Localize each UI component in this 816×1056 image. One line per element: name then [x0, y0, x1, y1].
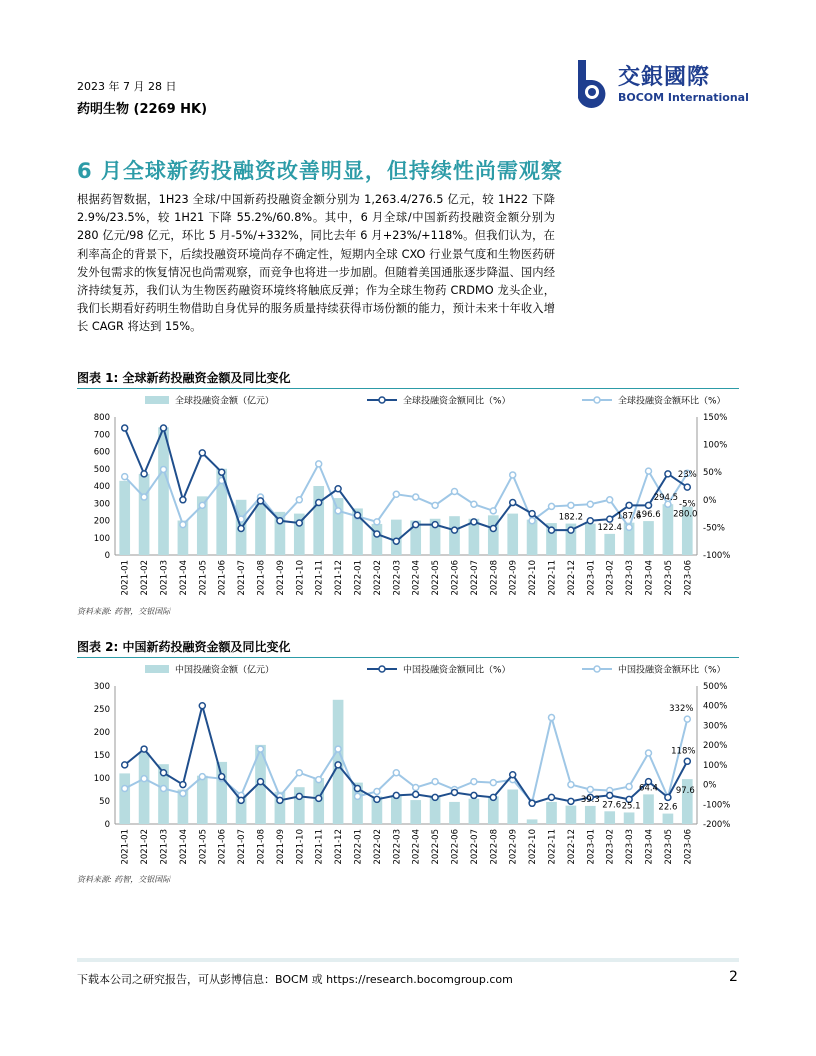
- fig2-bar: [119, 773, 130, 824]
- fig2-series-point-1: [587, 787, 593, 793]
- fig1-x-tick-label: 2022-10: [528, 560, 539, 596]
- fig1-bar: [313, 486, 324, 555]
- fig1-bar: [604, 534, 615, 555]
- fig2-series-point-0: [529, 800, 535, 806]
- fig2-series-point-1: [161, 786, 167, 792]
- fig1-legend-marker-0: [379, 397, 385, 403]
- fig1-series-point-1: [374, 519, 380, 525]
- fig1-x-tick-label: 2022-09: [508, 560, 519, 596]
- fig2-series-point-0: [316, 795, 322, 801]
- fig1-series-point-1: [587, 501, 593, 507]
- fig1-data-label: 280.0: [673, 509, 698, 520]
- fig1-series-point-0: [355, 512, 361, 518]
- fig2-series-point-1: [646, 750, 652, 756]
- fig2-x-tick-label: 2023-02: [605, 829, 616, 865]
- fig1-legend-bar-label: 全球投融资金额（亿元）: [175, 396, 275, 407]
- fig1-series-point-1: [199, 502, 205, 508]
- fig2-series-point-1: [335, 746, 341, 752]
- fig1-series-point-0: [471, 519, 477, 525]
- fig1-series-point-0: [684, 484, 690, 490]
- fig2-data-label: 39.3: [580, 794, 600, 805]
- fig2-bar: [507, 790, 518, 825]
- fig1-x-tick-label: 2021-11: [314, 560, 325, 596]
- fig2-series-point-1: [374, 788, 380, 794]
- fig2-x-tick-label: 2022-10: [528, 829, 539, 865]
- fig2-data-label: 22.6: [658, 802, 678, 813]
- fig1-x-tick-label: 2021-10: [295, 560, 306, 596]
- fig1-series-point-0: [587, 518, 593, 524]
- fig1-right-tick-label: -100%: [703, 551, 731, 561]
- fig2-right-tick-label: 200%: [703, 741, 728, 752]
- fig2-x-tick-label: 2021-10: [295, 829, 306, 865]
- fig1-x-tick-label: 2023-06: [683, 560, 694, 596]
- fig1-left-tick-label: 0: [104, 551, 110, 561]
- fig2-right-tick-label: -200%: [703, 820, 731, 830]
- fig1-right-tick-label: 100%: [703, 440, 728, 451]
- fig1-series-point-0: [258, 498, 264, 504]
- fig2-x-tick-label: 2022-06: [450, 829, 461, 865]
- fig2-right-tick-label: 100%: [703, 760, 728, 771]
- fig2-series-point-1: [568, 782, 574, 788]
- fig2-series-point-0: [277, 797, 283, 803]
- fig2-series-point-0: [549, 794, 555, 800]
- fig2-series-point-0: [355, 786, 361, 792]
- fig1-series-point-1: [568, 502, 574, 508]
- fig2-left-tick-label: 150: [93, 751, 110, 761]
- fig2-series-point-1: [180, 790, 186, 796]
- fig1-bar: [663, 504, 674, 555]
- fig2-series-point-1: [490, 780, 496, 786]
- fig1-series-point-1: [490, 508, 496, 514]
- fig2-bar: [139, 753, 150, 824]
- fig2-x-tick-label: 2021-06: [217, 829, 228, 865]
- fig1-series-point-0: [490, 526, 496, 532]
- fig2-x-tick-label: 2022-03: [392, 829, 403, 865]
- fig2-x-tick-label: 2023-03: [625, 829, 636, 865]
- fig2-right-tick-label: 300%: [703, 721, 728, 732]
- fig2-legend-marker-0: [379, 666, 385, 672]
- fig2-x-tick-label: 2021-02: [140, 829, 151, 865]
- fig2-series-point-0: [490, 794, 496, 800]
- fig1-x-tick-label: 2022-02: [372, 560, 383, 596]
- fig2-series-point-0: [219, 774, 225, 780]
- fig1-bar: [158, 427, 169, 555]
- fig2-series-point-0: [452, 789, 458, 795]
- fig2-series-point-0: [296, 793, 302, 799]
- fig1-series-point-0: [374, 531, 380, 537]
- fig1-bar: [333, 498, 344, 555]
- fig1-series-point-1: [529, 518, 535, 524]
- fig2-series-point-1: [626, 784, 632, 790]
- fig2-right-tick-label: 500%: [703, 682, 728, 692]
- fig1-series-point-0: [180, 497, 186, 503]
- fig2-series-point-0: [568, 798, 574, 804]
- fig2-x-tick-label: 2021-04: [178, 829, 189, 865]
- fig2-data-label: 64.4: [639, 783, 658, 794]
- fig1-x-tick-label: 2022-08: [489, 560, 500, 596]
- fig2-bar: [566, 806, 577, 824]
- fig1-series-point-0: [316, 500, 322, 506]
- fig1-series-point-1: [432, 502, 438, 508]
- fig1-series-point-0: [277, 518, 283, 524]
- fig2-x-tick-label: 2022-02: [372, 829, 383, 865]
- fig2-bar: [216, 762, 227, 824]
- figure-1-rule: [77, 388, 739, 389]
- fig2-x-tick-label: 2021-01: [120, 829, 131, 865]
- fig2-bar: [546, 802, 557, 824]
- fig1-series-point-0: [568, 527, 574, 533]
- fig1-series-point-0: [238, 526, 244, 532]
- fig2-left-tick-label: 100: [93, 774, 110, 784]
- fig1-legend-line-label-1: 全球投融资金额环比（%）: [618, 396, 726, 407]
- fig1-series-point-0: [413, 522, 419, 528]
- fig1-series-point-1: [335, 508, 341, 514]
- fig1-series-point-1: [180, 522, 186, 528]
- figure-1-source: 资料来源: 药智，交银国际: [77, 607, 171, 616]
- fig1-left-tick-label: 200: [93, 516, 110, 527]
- fig2-x-tick-label: 2021-12: [334, 829, 345, 865]
- fig2-series-point-0: [374, 796, 380, 802]
- fig1-x-tick-label: 2021-02: [140, 560, 151, 596]
- fig2-x-tick-label: 2022-01: [353, 829, 364, 865]
- fig1-left-tick-label: 800: [93, 413, 110, 423]
- report-date: 2023 年 7 月 28 日: [77, 80, 177, 93]
- fig1-x-tick-label: 2023-01: [586, 560, 597, 596]
- fig2-series-point-0: [432, 794, 438, 800]
- fig2-series-point-0: [238, 797, 244, 803]
- fig1-x-tick-label: 2021-01: [120, 560, 131, 596]
- logo-cn-text: 交銀國際: [618, 65, 711, 90]
- fig2-series-point-0: [161, 770, 167, 776]
- fig1-right-tick-label: 150%: [703, 413, 728, 423]
- fig1-series-point-0: [219, 469, 225, 475]
- fig1-x-tick-label: 2023-03: [625, 560, 636, 596]
- fig1-x-tick-label: 2023-05: [663, 560, 674, 596]
- footer-text: 下载本公司之研究报告，可从彭博信息：BOCM 或 https://research.bocomgroup.com: [77, 973, 513, 986]
- fig1-x-tick-label: 2021-03: [159, 560, 170, 596]
- fig2-bar: [624, 812, 635, 824]
- fig2-series-point-1: [258, 746, 264, 752]
- fig1-x-tick-label: 2021-05: [198, 560, 209, 596]
- fig2-series-point-0: [665, 794, 671, 800]
- fig2-x-tick-label: 2021-03: [159, 829, 170, 865]
- fig1-series-point-0: [393, 538, 399, 544]
- fig1-data-label: 182.2: [558, 512, 584, 523]
- fig1-bar: [507, 514, 518, 555]
- fig1-bar: [139, 474, 150, 555]
- fig1-right-tick-label: 0%: [703, 495, 717, 506]
- body-paragraph: 根据药智数据，1H23 全球/中国新药投融资金额分别为 1,263.4/276.5 亿元，较 1H22 下降 2.9%/23.5%，较 1H21 下降 55.2%/60.8%。其中，6 月全球/中国新药投融资金额分别为 280 亿元/98 亿元，环比 5 月-5%/+332%，同比去年 6 月+23%/+118%。但我们认为，在利率高企的背景下，后续投融资环境尚存不确定性，短期内全球 CXO 行业景气度和生物医药研发外包需求的恢复情况也尚需观察，而竞争也将进一步加剧。但随着美国通胀逐步降温、国内经济持续复苏，我们认为生物医药融资环境终将触底反弹；作为全球生物药 CRDMO 龙头企业，我们长期看好药明生物借助自身优异的服务质量持续获得市场份额的能力，预计未来十年收入增长 CAGR 将达到 15%。: [77, 193, 555, 334]
- fig1-legend-line-label-0: 全球投融资金额同比（%）: [403, 396, 511, 407]
- fig2-bar: [469, 799, 480, 824]
- fig2-data-label: 332%: [669, 704, 694, 715]
- fig1-series-point-0: [199, 450, 205, 456]
- bocom-logo: [570, 58, 750, 108]
- fig2-legend-bar-swatch: [145, 665, 169, 673]
- fig1-series-point-0: [549, 527, 555, 533]
- fig1-series-point-1: [607, 497, 613, 503]
- fig1-x-tick-label: 2021-06: [217, 560, 228, 596]
- fig2-series-point-1: [432, 779, 438, 785]
- fig1-legend-bar-swatch: [145, 396, 169, 404]
- fig2-x-tick-label: 2021-08: [256, 829, 267, 865]
- fig2-series-point-0: [684, 758, 690, 764]
- fig1-series-point-1: [161, 466, 167, 472]
- fig2-x-tick-label: 2023-01: [586, 829, 597, 865]
- fig1-series-point-0: [122, 425, 128, 431]
- fig2-data-label: 25.1: [621, 801, 641, 812]
- fig2-legend-line-label-1: 中国投融资金额环比（%）: [618, 665, 726, 676]
- fig2-series-point-1: [413, 785, 419, 791]
- fig2-bar: [643, 794, 654, 824]
- footer-band: [77, 958, 739, 962]
- section-headline: 6 月全球新药投融资改善明显，但持续性尚需观察: [77, 159, 563, 183]
- fig1-x-tick-label: 2022-01: [353, 560, 364, 596]
- fig2-series-point-0: [141, 746, 147, 752]
- fig2-bar: [449, 802, 460, 824]
- fig2-series-point-1: [199, 774, 205, 780]
- fig2-series-point-0: [258, 779, 264, 785]
- fig1-series-point-0: [646, 502, 652, 508]
- fig1-series-point-1: [626, 524, 632, 530]
- fig2-x-tick-label: 2022-08: [489, 829, 500, 865]
- fig1-left-tick-label: 600: [93, 447, 110, 458]
- fig1-series-point-0: [432, 522, 438, 528]
- fig2-data-label: 118%: [671, 746, 696, 757]
- fig1-bar: [488, 515, 499, 555]
- figure-2-rule: [77, 657, 739, 658]
- fig2-left-tick-label: 250: [93, 705, 110, 715]
- fig1-series-point-1: [510, 472, 516, 478]
- fig1-series-point-0: [141, 471, 147, 477]
- fig2-bar: [585, 806, 596, 824]
- fig1-left-tick-label: 700: [93, 430, 110, 441]
- figure-1-title: 图表 1: 全球新药投融资金额及同比变化: [77, 371, 291, 385]
- fig1-bar: [372, 524, 383, 555]
- fig1-data-label: -5%: [679, 499, 696, 510]
- fig2-x-tick-label: 2021-11: [314, 829, 325, 865]
- fig2-series-point-0: [510, 772, 516, 778]
- fig1-x-tick-label: 2022-04: [411, 560, 422, 596]
- fig2-legend-marker-1: [594, 666, 600, 672]
- fig1-data-label: 23%: [677, 470, 697, 481]
- fig2-data-label: 27.6: [602, 800, 622, 811]
- fig1-bar: [585, 524, 596, 555]
- fig1-data-label: 122.4: [597, 522, 622, 533]
- fig2-x-tick-label: 2021-05: [198, 829, 209, 865]
- fig2-left-tick-label: 300: [93, 682, 110, 692]
- fig1-right-tick-label: 50%: [703, 468, 722, 479]
- fig1-right-tick-label: -50%: [703, 523, 725, 534]
- fig2-x-tick-label: 2022-07: [469, 829, 480, 865]
- fig2-series-point-0: [413, 791, 419, 797]
- fig2-legend-bar-label: 中国投融资金额（亿元）: [175, 665, 275, 676]
- fig1-series-point-1: [471, 501, 477, 507]
- fig1-x-tick-label: 2023-04: [644, 560, 655, 596]
- fig1-x-tick-label: 2022-03: [392, 560, 403, 596]
- fig2-right-tick-label: 0%: [703, 780, 717, 791]
- fig1-series-point-0: [665, 471, 671, 477]
- fig1-x-tick-label: 2021-09: [275, 560, 286, 596]
- bocom-logo-icon: [570, 58, 614, 108]
- fig2-series-line-0: [125, 706, 688, 804]
- fig1-series-line-1: [125, 464, 688, 527]
- fig1-series-point-1: [646, 468, 652, 474]
- fig2-series-point-0: [199, 703, 205, 709]
- fig2-series-point-1: [122, 786, 128, 792]
- logo-en-text: BOCOM International: [618, 91, 749, 104]
- fig2-series-point-0: [335, 762, 341, 768]
- fig1-legend-marker-1: [594, 397, 600, 403]
- fig2-series-point-1: [393, 770, 399, 776]
- fig1-bar: [255, 503, 266, 555]
- fig1-series-point-0: [510, 500, 516, 506]
- fig2-right-tick-label: 400%: [703, 701, 728, 712]
- fig1-series-point-1: [413, 494, 419, 500]
- fig1-x-tick-label: 2021-12: [334, 560, 345, 596]
- fig2-data-label: 97.6: [675, 786, 695, 797]
- fig1-x-tick-label: 2022-06: [450, 560, 461, 596]
- fig2-bar: [391, 795, 402, 824]
- fig1-series-point-1: [122, 474, 128, 480]
- fig2-x-tick-label: 2022-12: [566, 829, 577, 865]
- fig1-x-tick-label: 2021-04: [178, 560, 189, 596]
- figure-2-title: 图表 2: 中国新药投融资金额及同比变化: [77, 640, 291, 654]
- fig2-series-point-1: [316, 777, 322, 783]
- fig1-series-point-0: [296, 520, 302, 526]
- fig2-series-point-1: [471, 779, 477, 785]
- fig1-series-point-1: [452, 489, 458, 495]
- fig2-x-tick-label: 2021-07: [237, 829, 248, 865]
- fig2-left-tick-label: 200: [93, 728, 110, 738]
- fig1-left-tick-label: 100: [93, 533, 110, 544]
- fig2-x-tick-label: 2022-11: [547, 829, 558, 865]
- fig2-bar: [663, 814, 674, 824]
- page-number: 2: [729, 969, 738, 985]
- fig2-series-point-1: [296, 770, 302, 776]
- fig1-series-point-0: [626, 502, 632, 508]
- fig1-x-tick-label: 2022-05: [431, 560, 442, 596]
- fig2-x-tick-label: 2022-05: [431, 829, 442, 865]
- fig2-x-tick-label: 2022-04: [411, 829, 422, 865]
- fig1-data-label: 294.5: [653, 493, 679, 504]
- fig2-x-tick-label: 2023-05: [663, 829, 674, 865]
- fig1-data-label: 187.6: [616, 511, 642, 522]
- fig2-left-tick-label: 0: [104, 820, 110, 830]
- fig2-x-tick-label: 2023-04: [644, 829, 655, 865]
- fig1-left-tick-label: 500: [93, 464, 110, 475]
- fig1-series-point-0: [335, 486, 341, 492]
- fig2-series-point-0: [607, 792, 613, 798]
- fig1-series-point-1: [393, 491, 399, 497]
- figure-1-chart: [77, 390, 739, 602]
- fig1-x-tick-label: 2023-02: [605, 560, 616, 596]
- fig2-series-point-1: [549, 715, 555, 721]
- fig2-series-point-0: [180, 782, 186, 788]
- figure-2-chart: [77, 659, 739, 871]
- fig2-bar: [527, 819, 538, 824]
- fig2-series-point-0: [471, 792, 477, 798]
- fig1-x-tick-label: 2021-07: [237, 560, 248, 596]
- fig1-series-point-0: [607, 516, 613, 522]
- fig1-series-point-1: [316, 461, 322, 467]
- fig1-x-tick-label: 2022-07: [469, 560, 480, 596]
- fig1-series-point-0: [452, 527, 458, 533]
- fig1-bar: [449, 516, 460, 555]
- fig2-series-point-1: [141, 776, 147, 782]
- fig2-right-tick-label: -100%: [703, 800, 731, 811]
- fig1-x-tick-label: 2022-11: [547, 560, 558, 596]
- fig1-series-point-1: [141, 494, 147, 500]
- fig2-x-tick-label: 2021-09: [275, 829, 286, 865]
- fig1-bar: [119, 481, 130, 555]
- company-ticker: 药明生物 (2269 HK): [77, 102, 208, 117]
- fig1-series-point-1: [549, 503, 555, 509]
- fig2-left-tick-label: 50: [99, 797, 110, 807]
- fig2-x-tick-label: 2022-09: [508, 829, 519, 865]
- fig1-series-point-1: [296, 497, 302, 503]
- fig1-x-tick-label: 2022-12: [566, 560, 577, 596]
- figure-2-source: 资料来源: 药智，交银国际: [77, 875, 171, 884]
- fig2-legend-line-label-0: 中国投融资金额同比（%）: [403, 665, 511, 676]
- fig2-bar: [410, 800, 421, 824]
- fig1-x-tick-label: 2021-08: [256, 560, 267, 596]
- fig1-bar: [527, 520, 538, 555]
- fig1-series-point-0: [161, 425, 167, 431]
- fig1-series-point-0: [529, 511, 535, 517]
- fig1-data-label: 196.6: [636, 510, 661, 521]
- fig1-left-tick-label: 400: [93, 482, 110, 492]
- fig2-bar: [604, 811, 615, 824]
- fig2-series-point-0: [122, 762, 128, 768]
- fig1-bar: [643, 521, 654, 555]
- fig2-series-point-1: [684, 716, 690, 722]
- fig1-left-tick-label: 300: [93, 499, 110, 510]
- fig2-bar: [197, 776, 208, 824]
- fig2-series-point-0: [393, 792, 399, 798]
- fig2-x-tick-label: 2023-06: [683, 829, 694, 865]
- fig2-series-point-1: [355, 793, 361, 799]
